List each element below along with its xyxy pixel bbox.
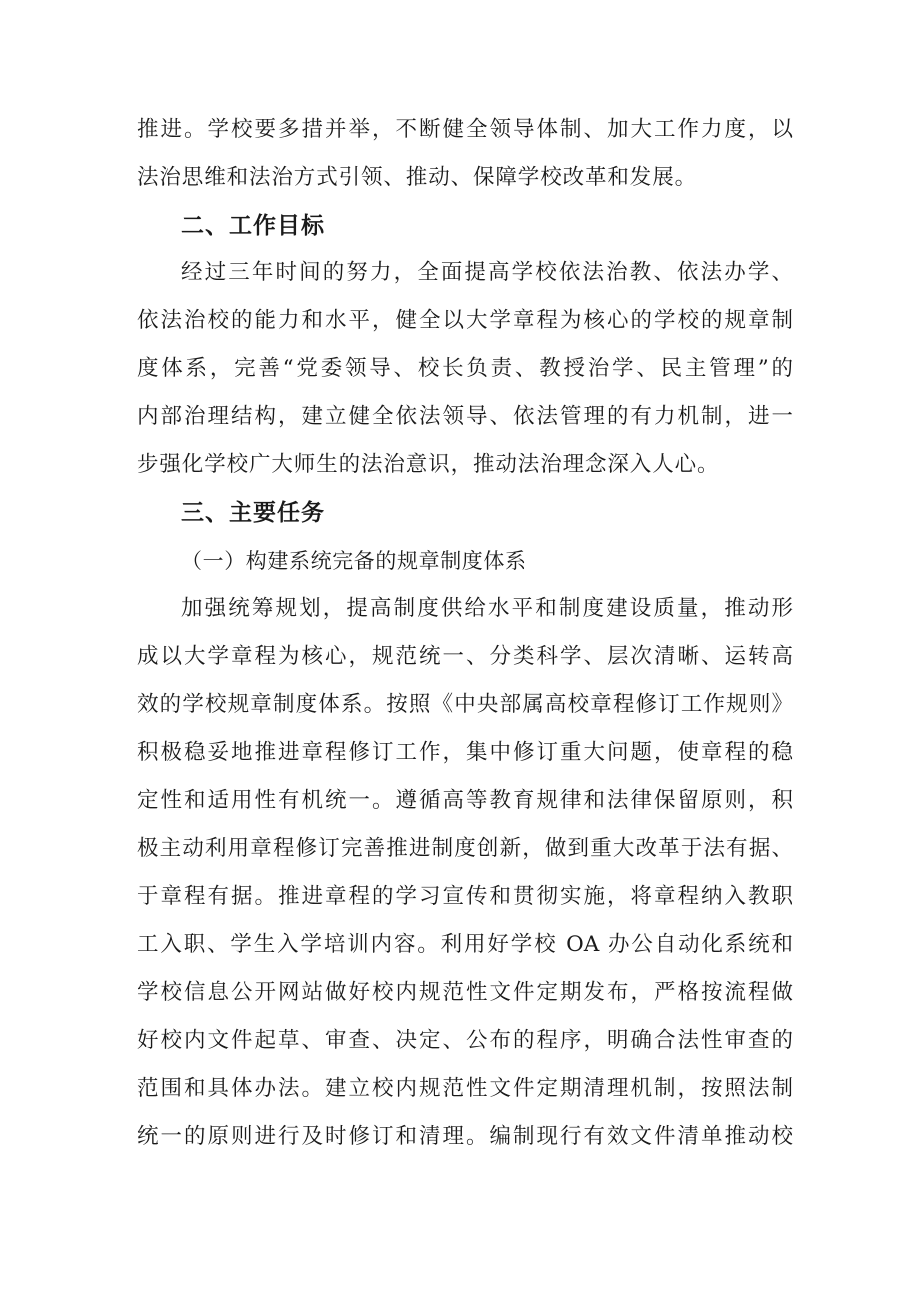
paragraph-line: 度体系，完善“党委领导、校长负责、教授治学、民主管理”的 bbox=[137, 356, 793, 381]
paragraph-line: 效的学校规章制度体系。按照《中央部属高校章程修订工作规则》 bbox=[137, 692, 793, 717]
paragraph-line: 加强统筹规划，提高制度供给水平和制度建设质量，推动形 bbox=[181, 596, 793, 621]
paragraph-line: 好校内文件起草、审查、决定、公布的程序，明确合法性审查的 bbox=[137, 1028, 793, 1053]
paragraph-line: 定性和适用性有机统一。遵循高等教育规律和法律保留原则，积 bbox=[137, 788, 793, 813]
subsection-heading: （一）构建系统完备的规章制度体系 bbox=[181, 549, 527, 573]
paragraph-line: 工入职、学生入学培训内容。利用好学校 OA 办公自动化系统和 bbox=[137, 932, 793, 957]
paragraph-line: 范围和具体办法。建立校内规范性文件定期清理机制，按照法制 bbox=[137, 1076, 793, 1101]
paragraph-line: 于章程有据。推进章程的学习宣传和贯彻实施，将章程纳入教职 bbox=[137, 884, 793, 909]
section-heading-goals: 二、工作目标 bbox=[181, 213, 325, 239]
paragraph-line: 推进。学校要多措并举，不断健全领导体制、加大工作力度，以 bbox=[137, 117, 793, 142]
paragraph-line: 内部治理结构，建立健全依法领导、依法管理的有力机制，进一 bbox=[137, 404, 793, 429]
paragraph-line: 成以大学章程为核心，规范统一、分类科学、层次清晰、运转高 bbox=[137, 644, 793, 669]
paragraph-line: 积极稳妥地推进章程修订工作，集中修订重大问题，使章程的稳 bbox=[137, 740, 793, 765]
paragraph-line: 统一的原则进行及时修订和清理。编制现行有效文件清单推动校 bbox=[137, 1124, 793, 1149]
paragraph-line: 极主动利用章程修订完善推进制度创新，做到重大改革于法有据、 bbox=[137, 836, 793, 861]
paragraph-line: 依法治校的能力和水平，健全以大学章程为核心的学校的规章制 bbox=[137, 308, 793, 333]
paragraph-line: 法治思维和法治方式引领、推动、保障学校改革和发展。 bbox=[137, 165, 698, 190]
paragraph-line: 学校信息公开网站做好校内规范性文件定期发布，严格按流程做 bbox=[137, 980, 793, 1005]
paragraph-line: 步强化学校广大师生的法治意识，推动法治理念深入人心。 bbox=[137, 452, 720, 477]
section-heading-tasks: 三、主要任务 bbox=[181, 500, 325, 526]
paragraph-line: 经过三年时间的努力，全面提高学校依法治教、依法办学、 bbox=[181, 260, 793, 285]
